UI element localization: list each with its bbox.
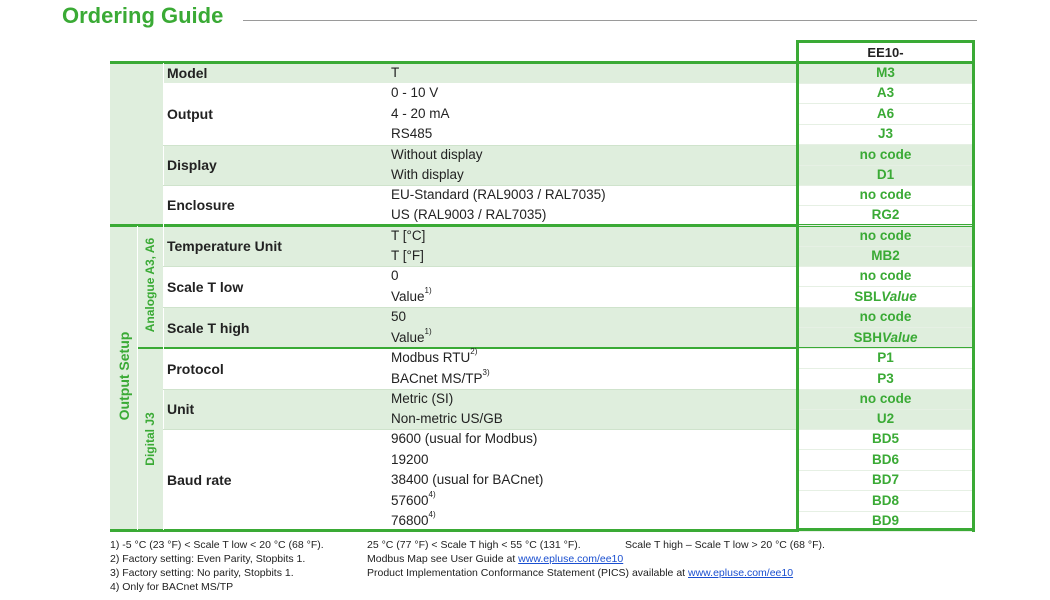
row-description <box>391 226 796 246</box>
row-code-text: no code <box>859 268 912 283</box>
row-description <box>391 409 796 429</box>
footnote-2-text: Modbus Map see User Guide at <box>367 553 519 565</box>
row-description-text: 9600 (usual for Modbus) <box>391 431 538 446</box>
footnote-1-range-high: 25 °C (77 °F) < Scale T high < 55 °C (131 °F). <box>367 539 581 551</box>
row-description-text: BACnet MS/TP <box>391 371 483 386</box>
row-code <box>799 287 972 307</box>
row-description-text: 76800 <box>391 513 429 528</box>
feature-temperature-unit: Temperature Unit <box>167 238 282 254</box>
row-description <box>391 246 796 266</box>
row-code <box>799 328 972 348</box>
row-description-text: 19200 <box>391 452 429 467</box>
row-code <box>799 63 972 83</box>
feature-divider <box>163 63 164 530</box>
digital-label: Digital J3 <box>143 412 157 466</box>
analogue-label: Analogue A3, A6 <box>143 237 157 333</box>
epluse-link-1[interactable]: www.epluse.com/ee10 <box>518 553 624 565</box>
row-code <box>799 104 972 124</box>
footnote-ref: 3) <box>482 368 490 377</box>
row-code-text: BD6 <box>871 452 899 467</box>
row-code-text: BD5 <box>871 431 899 446</box>
row-description <box>391 348 796 368</box>
row-description-text: 0 <box>391 268 399 283</box>
epluse-link-2[interactable]: www.epluse.com/ee10 <box>688 567 794 579</box>
row-code <box>799 470 972 490</box>
row-description <box>391 470 796 490</box>
row-code-text: no code <box>859 228 912 243</box>
row-code-text: BD9 <box>871 513 899 528</box>
row-code <box>799 165 972 185</box>
row-code-text: J3 <box>877 126 894 141</box>
feature-protocol: Protocol <box>167 360 224 377</box>
row-code-text: P1 <box>877 350 894 365</box>
row-code-text: no code <box>859 391 912 406</box>
title-rule <box>243 20 977 21</box>
row-description-text: Non-metric US/GB <box>391 411 503 426</box>
row-code-text: no code <box>859 147 912 162</box>
row-description-text: 4 - 20 mA <box>391 106 450 121</box>
row-description <box>391 185 796 205</box>
footnote-3-text: Product Implementation Conformance Statement (PICS) available at <box>367 567 688 579</box>
row-code <box>799 124 972 144</box>
row-description <box>391 104 796 124</box>
row-description <box>391 145 796 165</box>
row-code <box>799 83 972 103</box>
feature-display: Display <box>167 157 217 173</box>
row-code-text: no code <box>859 187 912 202</box>
row-description <box>391 328 796 348</box>
row-description <box>391 389 796 409</box>
row-description <box>391 287 796 307</box>
row-code-text: M3 <box>876 65 895 80</box>
footnote-ref: 1) <box>424 286 432 295</box>
page-title: Ordering Guide <box>62 3 224 28</box>
row-code-text: U2 <box>876 411 895 426</box>
row-description-text: Value <box>391 289 425 304</box>
row-code <box>799 409 972 429</box>
row-code-text: MB2 <box>871 248 900 263</box>
row-description-text: EU-Standard (RAL9003 / RAL7035) <box>391 187 606 202</box>
row-description <box>391 205 796 225</box>
row-description-text: 0 - 10 V <box>391 85 439 100</box>
row-code <box>799 266 972 286</box>
row-description <box>391 369 796 389</box>
footnote-2-modbus-map <box>367 552 623 566</box>
footnote-3-pics <box>367 566 793 580</box>
row-description <box>391 266 796 286</box>
row-code <box>799 491 972 511</box>
row-code-text: SBH <box>853 330 882 345</box>
row-code <box>799 145 972 165</box>
row-description <box>391 165 796 185</box>
footnote-ref: 4) <box>428 510 436 519</box>
row-description <box>391 429 796 449</box>
feature-unit: Unit <box>167 401 195 417</box>
row-description-text: 57600 <box>391 493 429 508</box>
footnote-ref: 1) <box>424 327 432 336</box>
row-code <box>799 185 972 205</box>
row-code-text: D1 <box>876 167 895 182</box>
row-code-text: BD7 <box>871 472 899 487</box>
row-description <box>391 63 796 83</box>
feature-scale-t-high: Scale T high <box>167 319 250 336</box>
footnote-4: 4) Only for BACnet MS/TP <box>110 581 234 593</box>
row-code <box>799 369 972 389</box>
footnote-2: 2) Factory setting: Even Parity, Stopbits 1. <box>110 553 306 565</box>
analogue-divider <box>137 226 138 530</box>
row-description <box>391 511 796 531</box>
row-code-text: RG2 <box>871 207 900 222</box>
row-description-text: RS485 <box>391 126 433 141</box>
feature-enclosure: Enclosure <box>167 197 235 213</box>
row-code-text: SBL <box>854 289 882 304</box>
feature-baud-rate: Baud rate <box>167 472 232 488</box>
code-column-header: EE10- <box>867 45 904 60</box>
feature-scale-t-low: Scale T low <box>167 278 244 295</box>
row-code-text: P3 <box>877 371 894 386</box>
row-description-text: Without display <box>391 147 483 162</box>
row-description <box>391 307 796 327</box>
top-side-panel <box>110 63 163 225</box>
row-code <box>799 348 972 368</box>
row-description-text: US (RAL9003 / RAL7035) <box>391 207 547 222</box>
footnote-1-difference: Scale T high – Scale T low > 20 °C (68 °F). <box>625 539 825 551</box>
row-description-text: 38400 (usual for BACnet) <box>391 472 544 487</box>
row-code <box>799 307 972 327</box>
row-code <box>799 246 972 266</box>
row-code-text: no code <box>859 309 912 324</box>
row-description-text: T [°F] <box>391 248 424 263</box>
feature-output: Output <box>167 106 213 122</box>
row-code <box>799 429 972 449</box>
row-description-text: 50 <box>391 309 407 324</box>
row-description <box>391 124 796 144</box>
row-code-text: BD8 <box>871 493 899 508</box>
row-code <box>799 226 972 246</box>
code-row-separator <box>799 531 972 532</box>
footnote-ref: 4) <box>428 490 436 499</box>
row-description <box>391 491 796 511</box>
row-description <box>391 83 796 103</box>
row-code-text: A6 <box>876 106 895 121</box>
footnote-ref: 2) <box>470 347 478 356</box>
footnote-3: 3) Factory setting: No parity, Stopbits 1. <box>110 567 294 579</box>
row-code <box>799 205 972 225</box>
row-description-text: Modbus RTU <box>391 350 471 365</box>
row-description-text: With display <box>391 167 464 182</box>
row-code-italic: Value <box>881 289 917 304</box>
row-description-text: Value <box>391 330 425 345</box>
row-description-text: T [°C] <box>391 228 426 243</box>
row-description-text: Metric (SI) <box>391 391 454 406</box>
row-description <box>391 450 796 470</box>
feature-model: Model <box>167 65 208 81</box>
output-setup-label: Output Setup <box>116 331 132 421</box>
row-description-text: T <box>391 65 400 80</box>
row-code <box>799 450 972 470</box>
row-code-text: A3 <box>876 85 895 100</box>
row-code <box>799 389 972 409</box>
row-code <box>799 511 972 531</box>
row-code-italic: Value <box>881 330 918 345</box>
footnote-1: 1) -5 °C (23 °F) < Scale T low < 20 °C (68 °F). <box>110 539 324 551</box>
